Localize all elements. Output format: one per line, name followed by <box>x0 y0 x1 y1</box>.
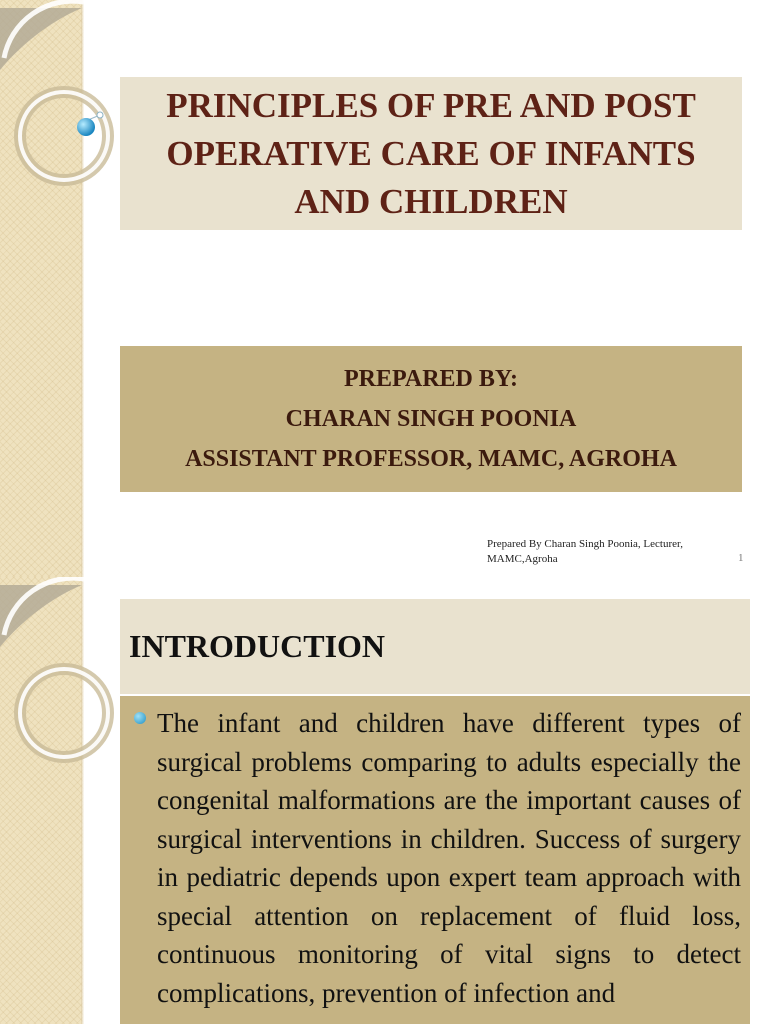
author-box <box>120 346 742 492</box>
title-box <box>120 77 742 230</box>
slide-heading: INTRODUCTION <box>129 628 386 664</box>
blue-sphere-icon <box>77 118 95 136</box>
slide-footer <box>487 537 707 567</box>
footer-line-2: MAMC,Agroha <box>487 553 558 565</box>
prepared-by-label: PREPARED BY: <box>343 366 518 392</box>
bullet-text: The infant and children have different types of surgical problems comparing to adults especially the congenital malformations are the important causes of surgical interventions in children. Success of surgery in pediatric depends upon expert team approach with special attention on replacement of fluid loss, continuous monitoring of vital signs to detect complications, prevention of infection and <box>157 708 741 1008</box>
heading-box <box>120 599 750 694</box>
page-number: 1 <box>738 552 744 564</box>
author-name: CHARAN SINGH POONIA <box>285 406 577 432</box>
footer-line-1: Prepared By Charan Singh Poonia, Lecturer, <box>487 538 683 550</box>
decorative-swirl-icon <box>0 0 120 240</box>
bullet-icon <box>134 712 146 724</box>
decorative-swirl-icon <box>0 577 120 817</box>
author-title: ASSISTANT PROFESSOR, MAMC, AGROHA <box>185 446 677 472</box>
introduction-slide <box>0 577 768 1024</box>
slide-title: PRINCIPLES OF PRE AND POST OPERATIVE CARE OF INFANTS AND CHILDREN <box>166 85 696 221</box>
